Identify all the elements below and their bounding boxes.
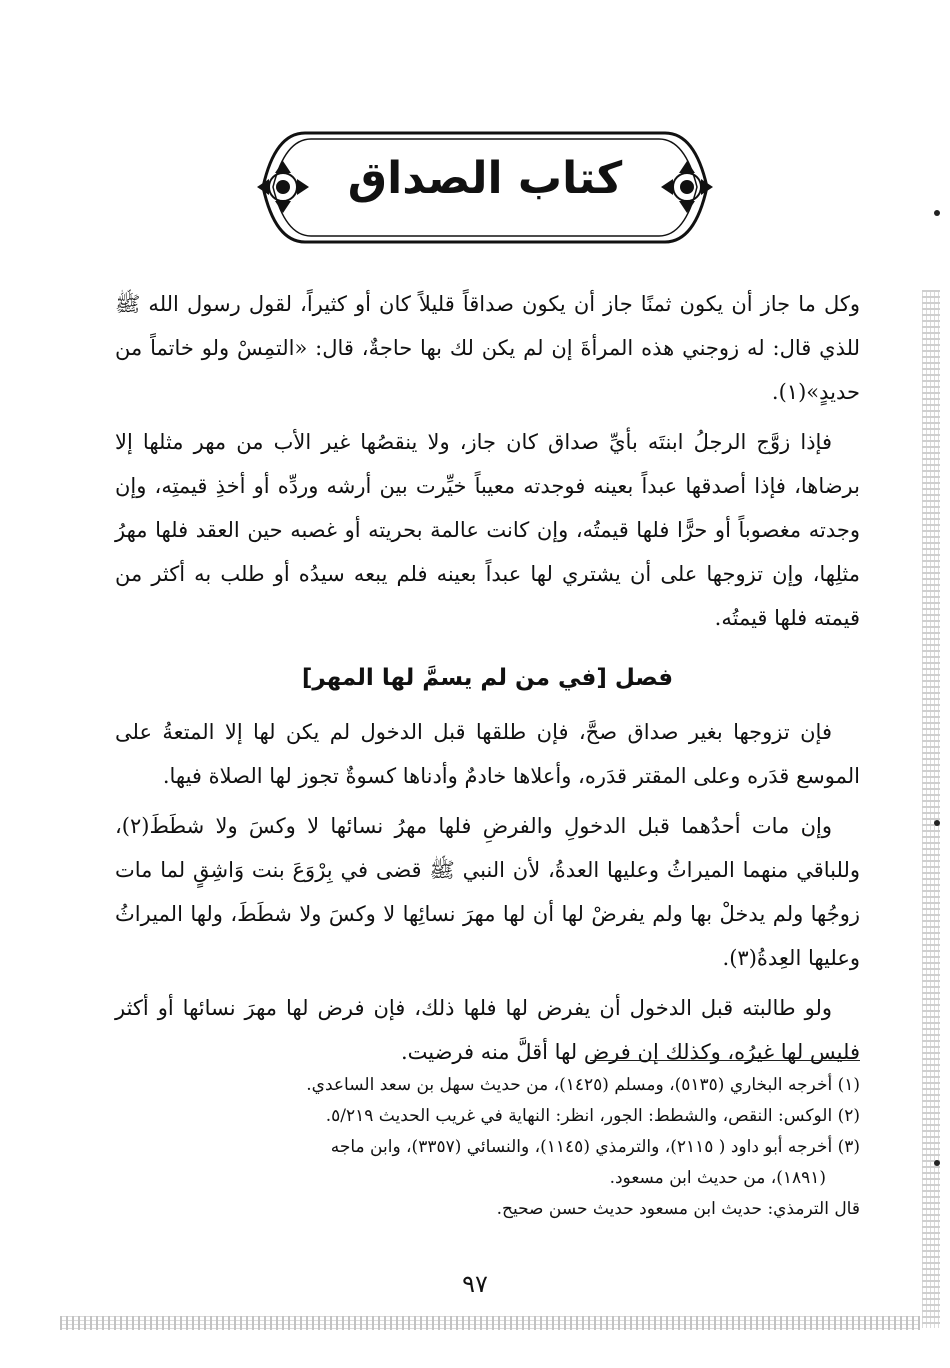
footnote: (٢) الوكس: النقص، والشطط: الجور، انظر: النهاية في غريب الحديث ٥/٢١٩. xyxy=(325,1106,860,1126)
decorative-border-bottom xyxy=(60,1316,920,1330)
chapter-title: كتاب الصداق xyxy=(347,153,623,204)
footnotes xyxy=(115,1070,860,1225)
margin-dot xyxy=(934,820,940,826)
page-number: ٩٧ xyxy=(462,1270,488,1298)
footnote-separator xyxy=(590,1060,860,1061)
paragraph: فإذا زوَّج الرجلُ ابنتَه بأيِّ صداق كان جاز، ولا ينقصُها غير الأب من مهر مثلها إلا برضاها، فإذا أصدقها عبداً بعينه فوجدته معيباً خيِّرت بين أرشه وردِّه أو أخذِ قيمتِه، وإن وجدته مغصوباً أو حرًّا فلها قيمتُه، وإن كانت عالمة بحريته أو غصبه حين العقد فلها مهرُ مثلِها، وإن تزوجها على أن يشتري لها عبداً بعينه فلم يبعه سيدُه أو طلب به أكثر من قيمته فلها قيمتُه. xyxy=(115,430,860,630)
main-text xyxy=(115,282,860,1080)
chapter-title-frame xyxy=(245,125,725,250)
footnote-continuation: (١٨٩١)، من حديث ابن مسعود. xyxy=(609,1168,826,1188)
paragraph: فإن تزوجها بغير صداق صحَّ، فإن طلقها قبل الدخول لم يكن لها إلا المتعةُ على الموسع قدَره وعلى المقتر قدَره، وأعلاها خادمٌ وأدناها كسوةٌ تجوز لها الصلاة فيها. xyxy=(115,720,860,788)
paragraph: وإن مات أحدُهما قبل الدخولِ والفرضِ فلها مهرُ نسائها لا وكسَ ولا شطَطَ(٢)، وللباقي منهما الميراثُ وعليها العدةُ، لأن النبي ﷺ قضى في بِرْوَعَ بنت وَاشِقٍ لما مات زوجُها ولم يدخلْ بها ولم يفرضْ لها أن لها مهرَ نسائِها لا وكسَ ولا شطَطَ، ولها الميراثُ وعليها العِدةُ(٣). xyxy=(115,814,860,970)
section-heading: فصل [في من لم يسمَّ لها المهر] xyxy=(301,665,674,691)
margin-dot xyxy=(934,210,940,216)
decorative-border-right xyxy=(922,290,940,1328)
footnote: (١) أخرجه البخاري (٥١٣٥)، ومسلم (١٤٢٥)، من حديث سهل بن سعد الساعدي. xyxy=(306,1075,860,1095)
paragraph: وكل ما جاز أن يكون ثمنًا جاز أن يكون صداقاً قليلاً كان أو كثيراً، لقول رسول الله ﷺ للذي قال: له زوجني هذه المرأةَ إن لم يكن لك بها حاجةٌ، قال: «التمِسْ ولو خاتماً من حديدٍ»(١). xyxy=(115,292,860,404)
margin-dot xyxy=(934,1160,940,1166)
footnote: قال الترمذي: حديث ابن مسعود حديث حسن صحيح. xyxy=(496,1199,860,1219)
footnote: (٣) أخرجه أبو داود ( ٢١١٥)، والترمذي (١١٤٥)، والنسائي (٣٣٥٧)، وابن ماجه xyxy=(330,1137,860,1157)
paragraph: ولو طالبته قبل الدخول أن يفرض لها فلها ذلك، فإن فرض لها مهرَ نسائها أو أكثر فليس لها غيرُه، وكذلك إن فرض لها أقلَّ منه فرضيت. xyxy=(115,996,860,1064)
